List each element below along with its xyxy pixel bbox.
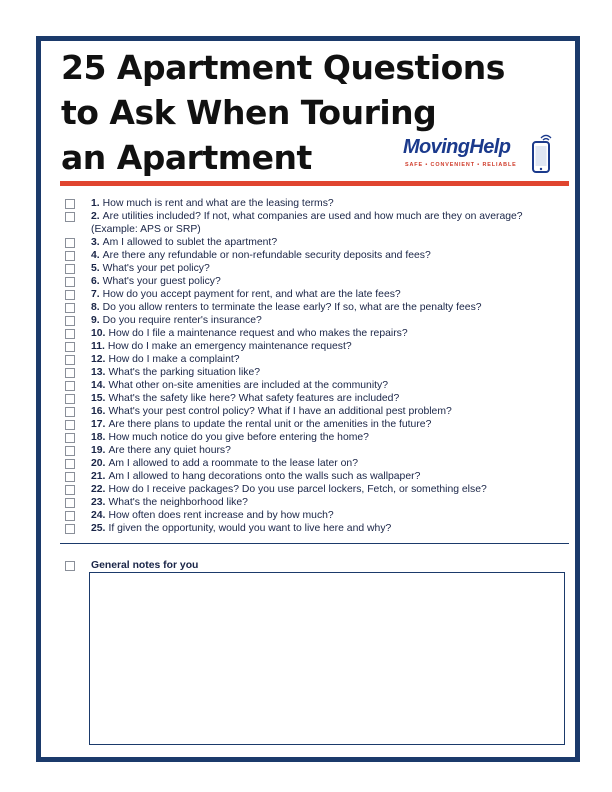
question-item <box>65 262 571 275</box>
page-title-line-3: an Apartment <box>61 138 312 177</box>
question-checkbox[interactable] <box>65 264 75 274</box>
question-item <box>65 340 571 353</box>
question-number: 24. <box>91 510 106 521</box>
question-number: 8. <box>91 302 100 313</box>
question-item <box>65 444 571 457</box>
question-number: 5. <box>91 263 100 274</box>
question-item <box>65 210 571 236</box>
question-number: 16. <box>91 406 106 417</box>
question-number: 3. <box>91 237 100 248</box>
question-checkbox[interactable] <box>65 251 75 261</box>
page-title-line-2: to Ask When Touring <box>61 93 437 132</box>
question-number: 4. <box>91 250 100 261</box>
question-number: 20. <box>91 458 106 469</box>
question-number: 19. <box>91 445 106 456</box>
question-text: What's your pet policy? <box>102 263 210 274</box>
question-text: What's the neighborhood like? <box>108 497 248 508</box>
question-text: How much notice do you give before entering the home? <box>108 432 369 443</box>
question-checkbox[interactable] <box>65 329 75 339</box>
question-text: What's your guest policy? <box>102 276 221 287</box>
question-item <box>65 197 571 210</box>
question-text: If given the opportunity, would you want to live here and why? <box>108 523 392 534</box>
question-checkbox[interactable] <box>65 277 75 287</box>
question-checkbox[interactable] <box>65 459 75 469</box>
question-item <box>65 418 571 431</box>
question-checkbox[interactable] <box>65 446 75 456</box>
question-checkbox[interactable] <box>65 420 75 430</box>
question-number: 18. <box>91 432 106 443</box>
question-number: 1. <box>91 198 100 209</box>
question-number: 6. <box>91 276 100 287</box>
question-checkbox[interactable] <box>65 511 75 521</box>
document-frame <box>36 36 580 762</box>
question-checkbox[interactable] <box>65 199 75 209</box>
question-text: How do I receive packages? Do you use parcel lockers, Fetch, or something else? <box>108 484 487 495</box>
question-item <box>65 275 571 288</box>
question-number: 7. <box>91 289 100 300</box>
question-checkbox[interactable] <box>65 485 75 495</box>
question-item <box>65 301 571 314</box>
logo-wordmark: MovingHelp <box>403 136 511 158</box>
question-item <box>65 327 571 340</box>
question-text: Are there any refundable or non-refundable security deposits and fees? <box>102 250 431 261</box>
question-number: 13. <box>91 367 106 378</box>
question-number: 2. <box>91 211 100 222</box>
question-checkbox[interactable] <box>65 316 75 326</box>
question-number: 15. <box>91 393 106 404</box>
question-number: 10. <box>91 328 106 339</box>
question-text: What's the parking situation like? <box>108 367 261 378</box>
question-checkbox[interactable] <box>65 342 75 352</box>
question-text: Are there any quiet hours? <box>108 445 231 456</box>
question-text: How do I make a complaint? <box>108 354 240 365</box>
question-checkbox[interactable] <box>65 433 75 443</box>
question-item <box>65 405 571 418</box>
question-checkbox[interactable] <box>65 303 75 313</box>
notes-row <box>65 559 198 572</box>
question-item <box>65 314 571 327</box>
logo-tagline: SAFE • CONVENIENT • RELIABLE <box>405 162 517 168</box>
question-item <box>65 483 571 496</box>
question-item <box>65 249 571 262</box>
question-text: How much is rent and what are the leasing terms? <box>102 198 334 209</box>
question-checkbox[interactable] <box>65 472 75 482</box>
question-item <box>65 496 571 509</box>
question-number: 21. <box>91 471 106 482</box>
question-checkbox[interactable] <box>65 212 75 222</box>
question-item <box>65 288 571 301</box>
question-text: Do you allow renters to terminate the lease early? If so, what are the penalty fees? <box>102 302 482 313</box>
question-checkbox[interactable] <box>65 394 75 404</box>
question-text: What's the safety like here? What safety features are included? <box>108 393 400 404</box>
question-checkbox[interactable] <box>65 238 75 248</box>
question-checkbox[interactable] <box>65 368 75 378</box>
section-divider <box>60 543 569 544</box>
question-number: 22. <box>91 484 106 495</box>
question-text: Am I allowed to sublet the apartment? <box>102 237 278 248</box>
question-list <box>65 197 571 535</box>
question-checkbox[interactable] <box>65 290 75 300</box>
moving-help-logo <box>403 134 558 176</box>
notes-area[interactable] <box>89 572 565 745</box>
question-number: 9. <box>91 315 100 326</box>
question-checkbox[interactable] <box>65 524 75 534</box>
question-text: Do you require renter's insurance? <box>102 315 262 326</box>
question-text: Are utilities included? If not, what companies are used and how much are they on average? (Example: APS or SRP) <box>91 211 523 235</box>
question-number: 12. <box>91 354 106 365</box>
question-number: 23. <box>91 497 106 508</box>
question-text: What's your pest control policy? What if I have an additional pest problem? <box>108 406 452 417</box>
question-item <box>65 457 571 470</box>
question-item <box>65 236 571 249</box>
question-number: 17. <box>91 419 106 430</box>
question-text: What other on-site amenities are included at the community? <box>108 380 388 391</box>
question-text: How often does rent increase and by how much? <box>108 510 334 521</box>
question-checkbox[interactable] <box>65 355 75 365</box>
question-item <box>65 509 571 522</box>
question-number: 14. <box>91 380 106 391</box>
notes-checkbox[interactable] <box>65 561 75 571</box>
question-item <box>65 522 571 535</box>
question-text: Are there plans to update the rental unit or the amenities in the future? <box>108 419 432 430</box>
question-text: Am I allowed to hang decorations onto the walls such as wallpaper? <box>108 471 421 482</box>
question-item <box>65 366 571 379</box>
question-item <box>65 470 571 483</box>
question-item <box>65 379 571 392</box>
question-text: Am I allowed to add a roommate to the lease later on? <box>108 458 358 469</box>
question-text: How do you accept payment for rent, and what are the late fees? <box>102 289 401 300</box>
question-text: How do I file a maintenance request and who makes the repairs? <box>108 328 408 339</box>
question-item <box>65 353 571 366</box>
question-item <box>65 392 571 405</box>
accent-rule <box>60 181 569 186</box>
question-checkbox[interactable] <box>65 407 75 417</box>
page-title-line-1: 25 Apartment Questions <box>61 48 505 87</box>
notes-label: General notes for you <box>91 560 199 571</box>
phone-icon <box>527 134 553 174</box>
question-item <box>65 431 571 444</box>
question-checkbox[interactable] <box>65 381 75 391</box>
question-text: How do I make an emergency maintenance request? <box>107 341 352 352</box>
question-checkbox[interactable] <box>65 498 75 508</box>
question-number: 11. <box>91 341 105 352</box>
question-number: 25. <box>91 523 106 534</box>
